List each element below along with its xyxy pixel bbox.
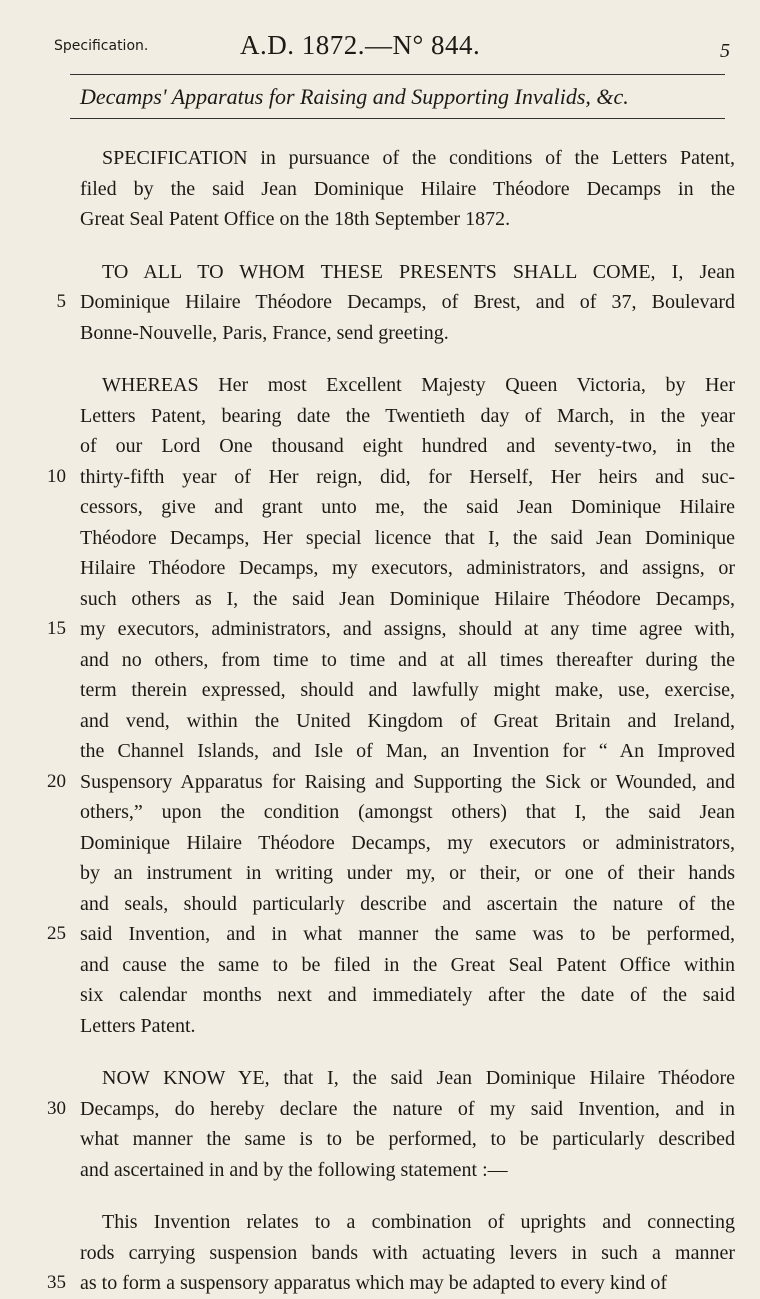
line-text: cessors, give and grant unto me, the said Jean Dominique Hilaire: [80, 496, 735, 518]
header-rule-bottom: [70, 118, 725, 119]
text-line: [80, 675, 735, 706]
text-line: [80, 553, 735, 584]
text-line: [80, 1238, 735, 1269]
line-text: Bonne-Nouvelle, Paris, France, send greeting.: [80, 321, 449, 344]
page-number: 5: [720, 40, 730, 62]
text-line: [47, 767, 735, 798]
line-text: and vend, within the United Kingdom of Great Britain and Ireland,: [80, 709, 735, 732]
line-text: Suspensory Apparatus for Raising and Supporting the Sick or Wounded, and: [80, 770, 735, 793]
line-number: 30: [47, 1097, 66, 1119]
text-line: [80, 1207, 735, 1238]
line-text: Hilaire Théodore Decamps, my executors, administrators, and assigns, or: [80, 557, 735, 579]
text-line: [80, 797, 735, 828]
line-text: filed by the said Jean Dominique Hilaire Théodore Decamps in the: [80, 177, 735, 200]
line-text: Great Seal Patent Office on the 18th September 1872.: [80, 208, 511, 230]
line-text: and seals, should particularly describe and ascertain the nature of the: [80, 892, 735, 915]
text-line: [47, 614, 735, 645]
text-line: [56, 287, 735, 318]
line-text: Letters Patent.: [80, 1014, 196, 1037]
text-line: [47, 462, 735, 493]
paragraph-gap: [80, 348, 735, 370]
line-text: thirty-fifth year of Her reign, did, for Herself, Her heirs and suc-: [80, 465, 735, 488]
text-line: [80, 736, 735, 767]
paragraph: [56, 257, 735, 349]
text-line: [80, 143, 735, 174]
text-line: [80, 950, 735, 981]
line-text: such others as I, the said Jean Dominique Hilaire Théodore Decamps,: [80, 587, 735, 610]
line-text: term therein expressed, should and lawfully might make, use, exercise,: [80, 679, 735, 701]
line-text: and ascertained in and by the following statement :—: [80, 1158, 508, 1181]
text-line: [80, 584, 735, 615]
line-text: NOW KNOW YE, that I, the said Jean Dominique Hilaire Théodore: [102, 1067, 735, 1089]
line-text: the Channel Islands, and Isle of Man, an Invention for “ An Improved: [80, 740, 735, 762]
text-line: [80, 1124, 735, 1155]
line-text: This Invention relates to a combination of uprights and connecting: [102, 1211, 735, 1233]
line-number: 35: [47, 1272, 66, 1293]
paragraph: [47, 1207, 735, 1299]
line-number: 25: [47, 923, 66, 944]
line-text: six calendar months next and immediately after the date of the said: [80, 984, 735, 1006]
line-number: 5: [56, 291, 66, 312]
text-line: [80, 706, 735, 737]
text-line: [80, 889, 735, 920]
text-line: [80, 858, 735, 889]
line-text: Dominique Hilaire Théodore Decamps, my executors or administrators,: [80, 831, 735, 854]
paragraph-gap: [80, 235, 735, 257]
line-text: Dominique Hilaire Théodore Decamps, of Brest, and of 37, Boulevard: [80, 291, 735, 313]
line-number: 20: [47, 770, 66, 792]
running-title: Decamps' Apparatus for Raising and Supporting Invalids, &c.: [80, 84, 629, 109]
line-text: what manner the same is to be performed, to be particularly described: [80, 1128, 735, 1150]
text-line: [80, 492, 735, 523]
text-line: [47, 1268, 735, 1299]
text-line: [80, 828, 735, 859]
text-line: [80, 204, 735, 235]
body-text: [47, 143, 735, 1299]
header-title: A.D. 1872.—N° 844.: [240, 30, 481, 60]
line-text: TO ALL TO WHOM THESE PRESENTS SHALL COME, I, Jean: [102, 260, 735, 283]
line-number: 15: [47, 618, 66, 639]
paragraph-gap: [80, 1041, 735, 1063]
header-section-label: Specification.: [54, 38, 149, 54]
line-text: said Invention, and in what manner the same was to be performed,: [80, 923, 735, 945]
line-text: my executors, administrators, and assigns, should at any time agree with,: [80, 618, 735, 640]
header-rule-top: [70, 74, 725, 75]
line-text: by an instrument in writing under my, or their, or one of their hands: [80, 862, 735, 884]
text-line: [80, 1011, 735, 1042]
line-number: 10: [47, 465, 66, 487]
line-text: Decamps, do hereby declare the nature of my said Invention, and in: [80, 1097, 735, 1120]
paragraph: [47, 1063, 735, 1185]
text-line: [80, 257, 735, 288]
paragraph-gap: [80, 1185, 735, 1207]
line-text: WHEREAS Her most Excellent Majesty Queen Victoria, by Her: [102, 374, 735, 396]
text-line: [80, 370, 735, 401]
text-line: [80, 523, 735, 554]
line-text: others,” upon the condition (amongst others) that I, the said Jean: [80, 801, 735, 823]
text-line: [47, 919, 735, 950]
line-text: as to form a suspensory apparatus which may be adapted to every kind of: [80, 1272, 668, 1294]
text-line: [80, 174, 735, 205]
line-text: and no others, from time to time and at all times thereafter during the: [80, 648, 735, 671]
line-text: Letters Patent, bearing date the Twentieth day of March, in the year: [80, 404, 735, 427]
line-text: Théodore Decamps, Her special licence that I, the said Jean Dominique: [80, 526, 735, 549]
line-text: SPECIFICATION in pursuance of the conditions of the Letters Patent,: [102, 147, 735, 169]
line-text: of our Lord One thousand eight hundred and seventy-two, in the: [80, 435, 735, 457]
text-line: [80, 1063, 735, 1094]
paragraph: [47, 370, 735, 1041]
text-line: [80, 431, 735, 462]
text-line: [80, 401, 735, 432]
line-text: and cause the same to be filed in the Great Seal Patent Office within: [80, 953, 735, 976]
text-line: [80, 1155, 735, 1186]
text-line: [80, 318, 735, 349]
paragraph: [80, 143, 735, 235]
text-line: [47, 1094, 735, 1125]
text-line: [80, 645, 735, 676]
line-text: rods carrying suspension bands with actuating levers in such a manner: [80, 1241, 735, 1264]
text-line: [80, 980, 735, 1011]
